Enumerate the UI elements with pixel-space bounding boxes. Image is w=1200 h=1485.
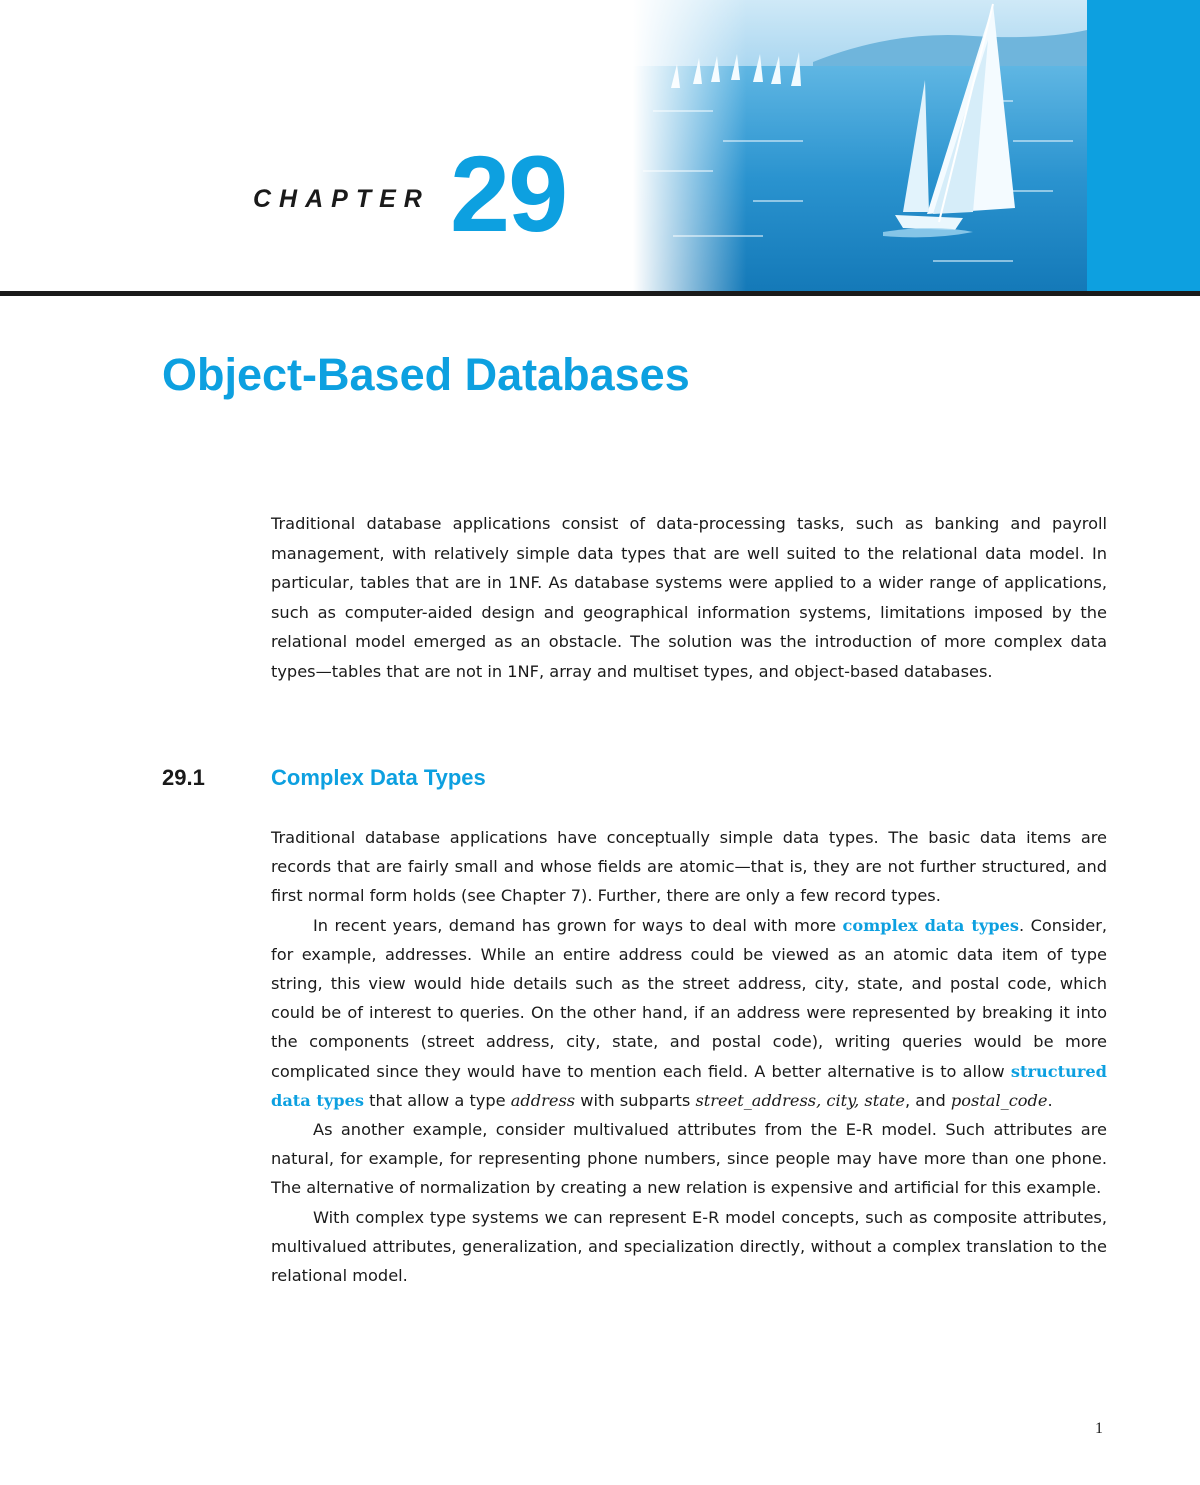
paragraph-3: As another example, consider multivalued attributes from the E-R model. Such attributes are natural, for example, for representing phone numbers, since people may have more than one phone. The alternative of normalization by creating a new relation is expensive and artificial for this example. [271,1120,1107,1198]
section-body [271,823,1107,1290]
paragraph-4: With complex type systems we can represent E-R model concepts, such as composite attributes, multivalued attributes, generalization, and specialization directly, without a complex translation to the relational model. [271,1207,1107,1286]
key-term: complex data types [842,915,1019,935]
type-name: address [510,1090,576,1110]
page-number: 1 [1095,1420,1103,1437]
chapter-header [0,0,1200,295]
paragraph-2: In recent years, demand has grown for ways to deal with more complex data types. Consider, for example, addresses. While an entire address could be viewed as an atomic data item of type string, this view would hide details such as the street address, city, state, and postal code, which could be of interest to queries. On the other hand, if an address were represented by breaking it into the components (street address, city, state, and postal code), writing queries would be more complicated since they would have to mention each field. A better alternative is to allow structured data types that allow a type address with subparts street_address, city, state, and postal_code. [271,915,1107,1110]
attribute-name: postal_code [950,1090,1048,1110]
section-number: 29.1 [162,765,205,790]
sailboat-photo [633,0,1087,292]
section-title: Complex Data Types [271,765,486,790]
attribute-names: street_address, city, state [695,1090,905,1110]
key-term: structured data types [271,1061,1107,1110]
chapter-label: CHAPTER [253,185,430,213]
chapter-number: 29 [450,133,567,254]
header-rule [0,291,1200,296]
chapter-intro: Traditional database applications consist of data-processing tasks, such as banking and payroll management, with relatively simple data types that are well suited to the relational data model. In particular, tables that are in 1NF. As database systems were applied to a wider range of applications, such as computer-aided design and geographical information systems, limitations imposed by the relational model emerged as an obstacle. The solution was the introduction of more complex data types—tables that are not in 1NF, array and multiset types, and object-based databases. [271,514,1107,681]
chapter-title: Object-Based Databases [162,349,690,400]
accent-bar [1087,0,1200,292]
paragraph-1: Traditional database applications have conceptually simple data types. The basic data items are records that are fairly small and whose fields are atomic—that is, they are not further structured, and first normal form holds (see Chapter 7). Further, there are only a few record types. [271,828,1107,906]
